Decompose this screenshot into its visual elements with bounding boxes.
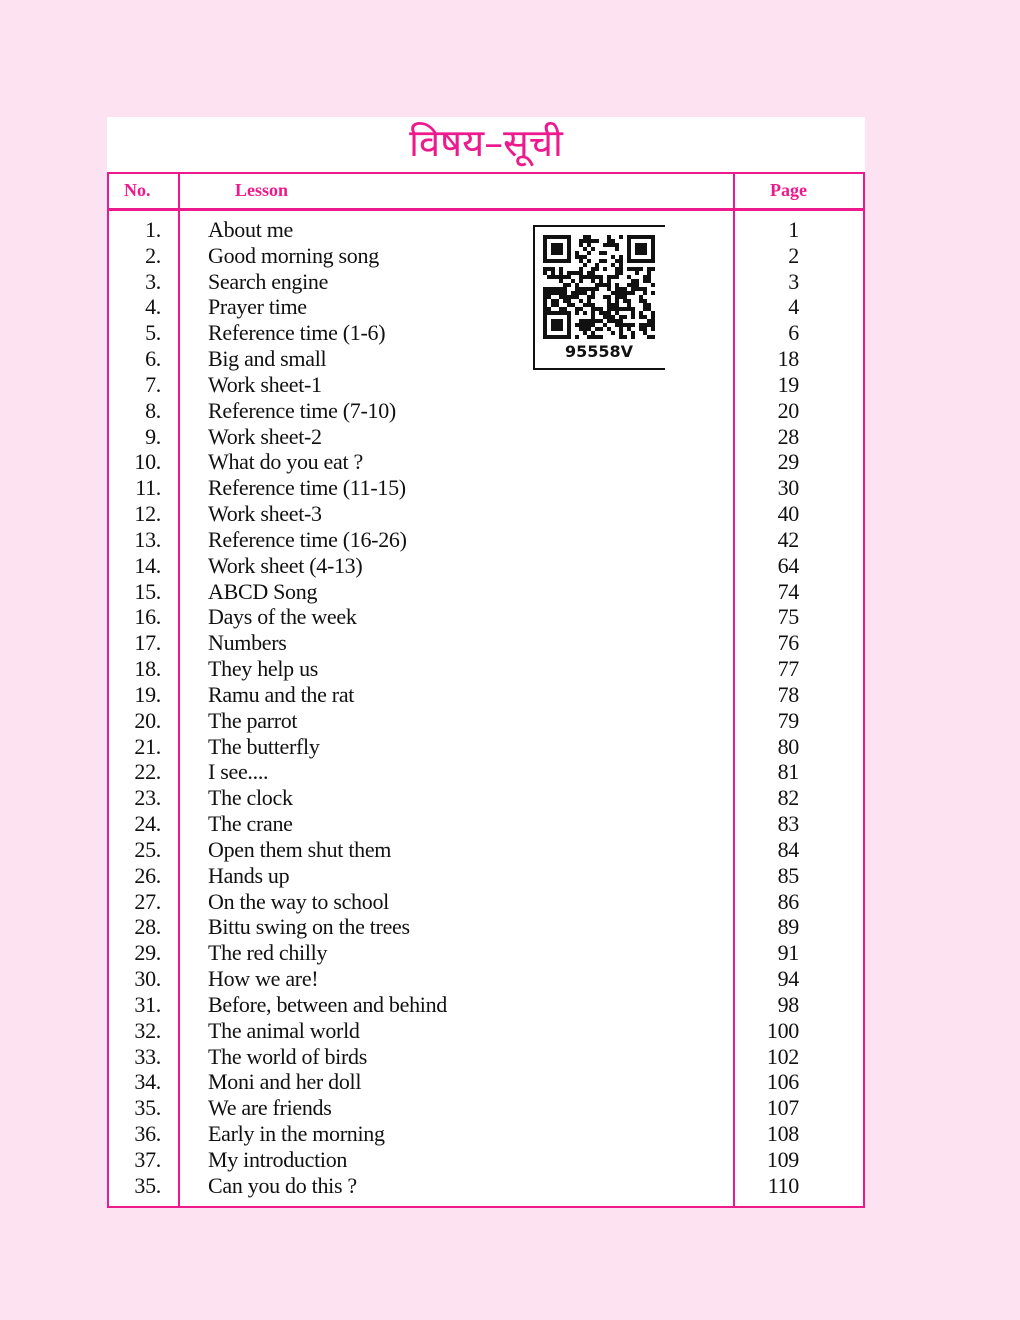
lesson-page: 109 [766,1146,799,1172]
lesson-row [109,966,863,992]
lesson-title: Work sheet-1 [208,371,322,397]
qr-code-label: 95558V [564,342,634,361]
lesson-number: 4. [145,294,161,320]
lesson-row [109,759,863,785]
lesson-row [109,1173,863,1199]
lesson-title: We are friends [208,1095,332,1121]
lesson-row [109,708,863,734]
lesson-number: 2. [145,242,161,268]
lesson-number: 22. [134,759,161,785]
lesson-title: Early in the morning [208,1120,385,1146]
lesson-page: 28 [777,423,799,449]
lesson-page: 94 [777,966,799,992]
lesson-row [109,398,863,424]
lesson-title: Hands up [208,862,290,888]
qr-code-icon [543,235,655,339]
lesson-number: 17. [134,630,161,656]
lesson-title: The butterfly [208,733,320,759]
lesson-number: 35. [134,1095,161,1121]
lesson-row [109,656,863,682]
lesson-page: 82 [777,785,799,811]
lesson-number: 18. [134,656,161,682]
lesson-number: 9. [145,423,161,449]
lesson-number: 33. [134,1043,161,1069]
lesson-number: 8. [145,397,161,423]
lesson-row [109,1069,863,1095]
table-header [109,174,863,211]
lesson-page: 98 [777,991,799,1017]
lesson-page: 100 [766,1017,799,1043]
lesson-page: 3 [788,268,799,294]
lesson-row [109,269,863,295]
lesson-title: About me [208,217,293,242]
lesson-number: 11. [135,475,161,501]
lesson-title: Ramu and the rat [208,681,355,707]
lesson-row [109,940,863,966]
page-title: विषय–सूची [409,121,563,165]
lesson-page: 78 [777,681,799,707]
lesson-row [109,243,863,269]
lesson-title: Reference time (16-26) [208,526,407,552]
lesson-title: The red chilly [208,940,328,966]
lesson-title: Moni and her doll [208,1069,362,1095]
lesson-number: 34. [134,1069,161,1095]
lesson-number: 23. [134,785,161,811]
lesson-page: 75 [777,604,799,630]
lesson-title: Search engine [208,268,329,294]
lesson-row [109,1044,863,1070]
lesson-row [109,553,863,579]
lesson-number: 10. [134,449,161,475]
lesson-number: 29. [134,940,161,966]
lesson-row [109,811,863,837]
lesson-title: Bittu swing on the trees [208,914,410,940]
lesson-number: 1. [145,217,161,242]
lesson-number: 32. [134,1017,161,1043]
lesson-title: The animal world [208,1017,360,1043]
lesson-number: 31. [134,991,161,1017]
lesson-title: My introduction [208,1146,348,1172]
lesson-title: Reference time (11-15) [208,475,406,501]
lesson-title: Reference time (7-10) [208,397,396,423]
lesson-row [109,475,863,501]
lesson-row [109,579,863,605]
lesson-number: 7. [145,371,161,397]
lesson-number: 16. [134,604,161,630]
lesson-page: 102 [766,1043,799,1069]
lesson-page: 77 [777,656,799,682]
lesson-number: 13. [134,526,161,552]
lesson-title: Good morning song [208,242,379,268]
lesson-title: The crane [208,811,293,837]
lesson-title: I see.... [208,759,269,785]
lesson-number: 20. [134,707,161,733]
lesson-title: They help us [208,656,319,682]
lesson-title: How we are! [208,966,319,992]
lesson-page: 74 [777,578,799,604]
lesson-number: 27. [134,888,161,914]
lesson-number: 21. [134,733,161,759]
lesson-page: 19 [777,371,799,397]
lesson-page: 89 [777,914,799,940]
lesson-title: Work sheet (4-13) [208,552,363,578]
header-lesson: Lesson [235,180,289,200]
lesson-row [109,217,863,243]
lesson-page: 108 [766,1120,799,1146]
lesson-page: 42 [777,526,799,552]
lesson-page: 6 [788,320,799,346]
lesson-row [109,1018,863,1044]
lesson-number: 25. [134,836,161,862]
lesson-page: 29 [777,449,799,475]
lesson-page: 110 [767,1172,799,1198]
lesson-number: 36. [134,1120,161,1146]
lesson-page: 64 [777,552,799,578]
lesson-title: ABCD Song [208,578,318,604]
lesson-row [109,604,863,630]
lesson-number: 14. [134,552,161,578]
lesson-page: 79 [777,707,799,733]
lesson-title: On the way to school [208,888,389,914]
lesson-number: 28. [134,914,161,940]
lesson-page: 30 [777,475,799,501]
lesson-row [109,449,863,475]
lesson-title: Numbers [208,630,287,656]
lesson-row [109,294,863,320]
header-page: Page [770,180,807,200]
lesson-page: 1 [788,217,799,242]
lesson-number: 30. [134,966,161,992]
lesson-row [109,863,863,889]
lesson-page: 40 [777,501,799,527]
lesson-page: 86 [777,888,799,914]
lesson-page: 83 [777,811,799,837]
lesson-row [109,992,863,1018]
lesson-title: The world of birds [208,1043,367,1069]
lesson-row [109,734,863,760]
header-no: No. [124,180,151,200]
contents-table [107,172,865,1208]
lesson-page: 85 [777,862,799,888]
lesson-title: Big and small [208,346,327,372]
lesson-title: Prayer time [208,294,307,320]
lesson-title: Work sheet-2 [208,423,322,449]
lesson-title: Work sheet-3 [208,501,322,527]
lesson-row [109,320,863,346]
lesson-page: 2 [788,242,799,268]
qr-code [533,225,665,370]
lesson-page: 20 [777,397,799,423]
lesson-row [109,630,863,656]
lesson-row [109,372,863,398]
lesson-number: 35. [134,1172,161,1198]
lesson-number: 3. [145,268,161,294]
lesson-row [109,914,863,940]
lesson-row [109,837,863,863]
lesson-page: 18 [777,346,799,372]
lesson-title: Can you do this ? [208,1172,357,1198]
lesson-number: 24. [134,811,161,837]
lesson-page: 80 [777,733,799,759]
lesson-title: What do you eat ? [208,449,363,475]
lesson-title: Reference time (1-6) [208,320,386,346]
lesson-row [109,527,863,553]
lesson-page: 81 [777,759,799,785]
lesson-title: The parrot [208,707,298,733]
lesson-row [109,424,863,450]
lesson-row [109,682,863,708]
lesson-page: 107 [766,1095,799,1121]
lesson-title: Days of the week [208,604,357,630]
lesson-row [109,501,863,527]
lesson-row [109,785,863,811]
lesson-row [109,889,863,915]
lesson-row [109,1095,863,1121]
lesson-page: 106 [766,1069,799,1095]
lesson-title: Open them shut them [208,836,392,862]
contents-page [107,117,865,1208]
lesson-number: 12. [134,501,161,527]
lesson-number: 6. [145,346,161,372]
lesson-number: 19. [134,681,161,707]
lesson-page: 76 [777,630,799,656]
lesson-title: Before, between and behind [208,991,447,1017]
lesson-number: 37. [134,1146,161,1172]
lesson-row [109,1121,863,1147]
lesson-row [109,1147,863,1173]
lesson-page: 4 [788,294,799,320]
lesson-number: 26. [134,862,161,888]
lesson-number: 15. [134,578,161,604]
lesson-list [109,217,863,1198]
lesson-page: 84 [777,836,799,862]
lesson-page: 91 [777,940,799,966]
lesson-number: 5. [145,320,161,346]
lesson-title: The clock [208,785,293,811]
lesson-row [109,346,863,372]
